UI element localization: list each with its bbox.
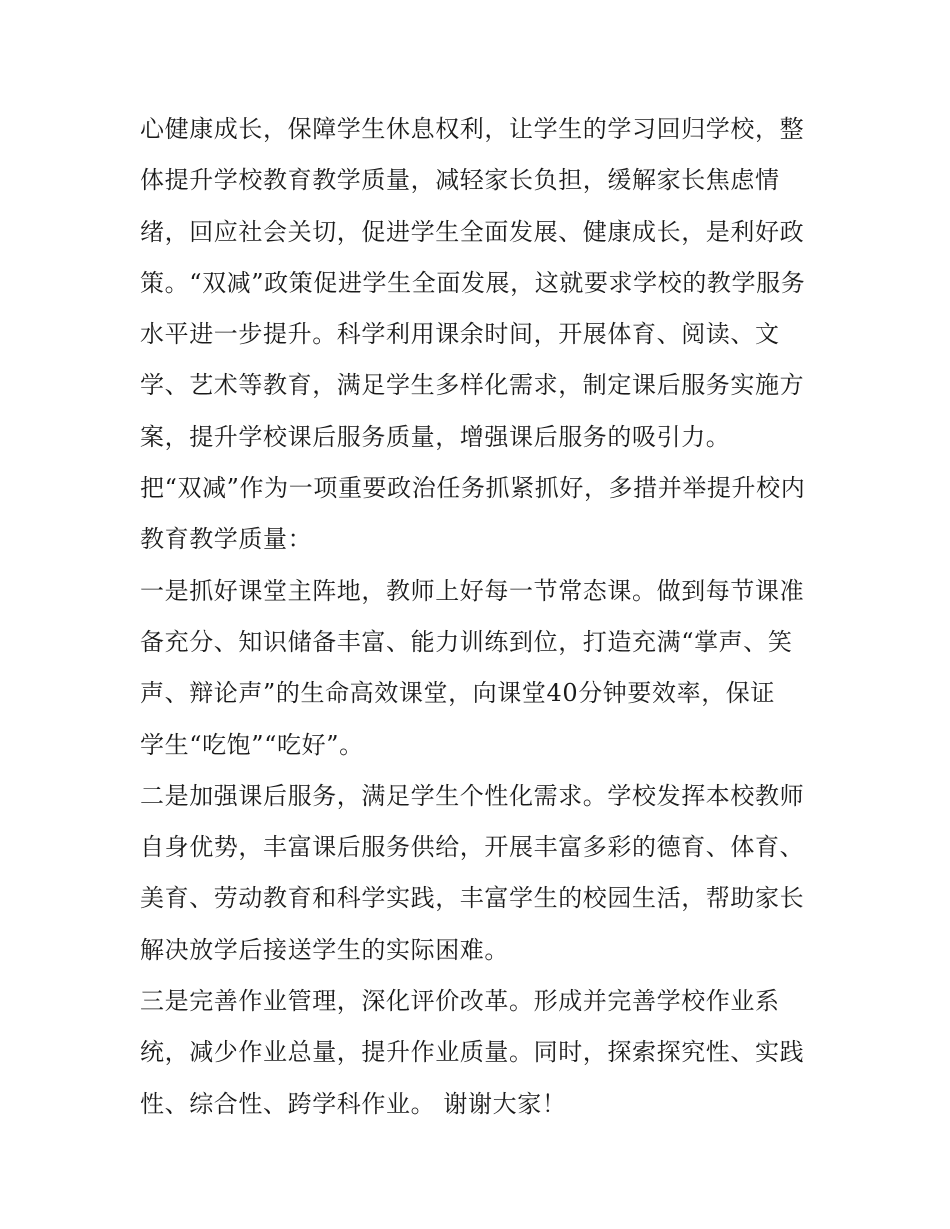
document-body [140, 104, 820, 1130]
text-line: 美育、劳动教育和科学实践，丰富学生的校园生活，帮助家长 [140, 884, 805, 913]
text-line: 案，提升学校课后服务质量，增强课后服务的吸引力。 [140, 422, 731, 451]
text-line: 心健康成长，保障学生休息权利，让学生的学习回归学校，整 [140, 115, 805, 143]
text-line: 体提升学校教育教学质量，减轻家长负担，缓解家长焦虑情 [140, 166, 780, 195]
text-line: 声、辩论声”的生命高效课堂，向课堂40分钟要效率，保证 [140, 679, 776, 708]
text-line: 性、综合性、跨学科作业。 谢谢大家！ [140, 1089, 567, 1118]
text-line: 三是完善作业管理，深化评价改革。形成并完善学校作业系 [140, 987, 780, 1016]
text-line: 水平进一步提升。科学利用课余时间，开展体育、阅读、文 [140, 320, 780, 349]
text-line: 解决放学后接送学生的实际困难。 [140, 935, 509, 964]
text-line: 学、艺术等教育，满足学生多样化需求，制定课后服务实施方 [140, 371, 805, 400]
text-line: 一是抓好课堂主阵地，教师上好每一节常态课。做到每节课准 [140, 576, 805, 605]
text-line: 教育教学质量： [140, 525, 313, 554]
text-line: 学生“吃饱”“吃好”。 [140, 730, 364, 759]
text-line: 把“双减”作为一项重要政治任务抓紧抓好，多措并举提升校内 [140, 474, 806, 503]
text-line: 绪，回应社会关切，促进学生全面发展、健康成长，是利好政 [140, 217, 805, 246]
text-line: 策。“双减”政策促进学生全面发展，这就要求学校的教学服务 [140, 268, 806, 297]
text-line: 二是加强课后服务，满足学生个性化需求。学校发挥本校教师 [140, 781, 805, 810]
text-line: 自身优势，丰富课后服务供给，开展丰富多彩的德育、体育、 [140, 833, 805, 862]
text-line: 备充分、知识储备丰富、能力训练到位，打造充满“掌声、笑 [140, 627, 793, 656]
text-line: 统，减少作业总量，提升作业质量。同时，探索探究性、实践 [140, 1038, 805, 1067]
